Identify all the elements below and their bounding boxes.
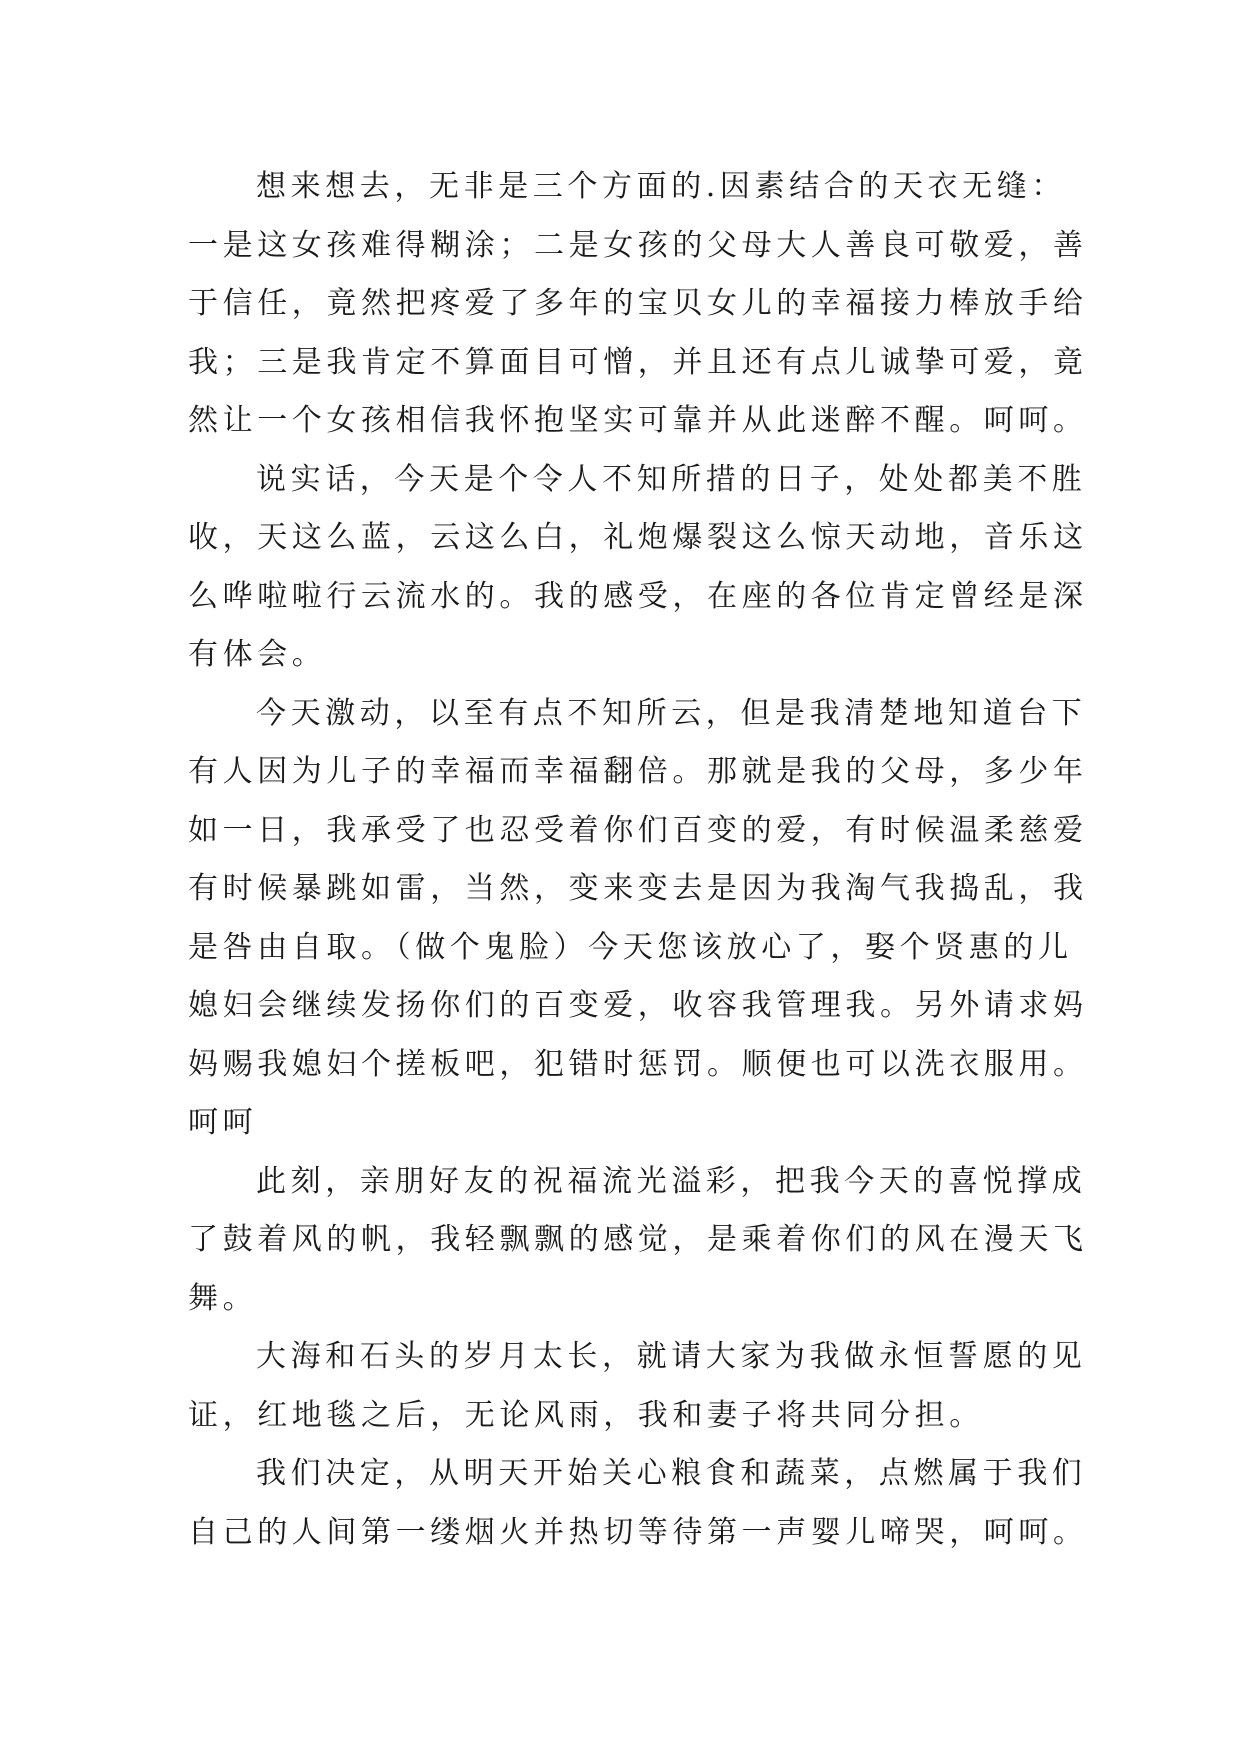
text-line: 想来想去，无非是三个方面的.因素结合的天衣无缝： [256,169,1066,204]
text-line: 于信任，竟然把疼爱了多年的宝贝女儿的幸福接力棒放手给 [188,286,1088,321]
text-line: 证，红地毯之后，无论风雨，我和妻子将共同分担。 [188,1397,984,1433]
text-line: 了鼓着风的帆，我轻飘飘的感觉，是乘着你们的风在漫天飞 [188,1222,1088,1257]
text-line: 妈赐我媳妇个搓板吧，犯错时惩罚。顺便也可以洗衣服用。 [188,1046,1088,1082]
text-line: 自己的人间第一缕烟火并热切等待第一声婴儿啼哭，呵呵。 [188,1514,1088,1550]
text-line: 舞。 [188,1280,258,1316]
text-line: 收，天这么蓝，云这么白，礼炮爆裂这么惊天动地，音乐这 [188,520,1088,555]
text-line: 媳妇会继续发扬你们的百变爱，收容我管理我。另外请求妈 [188,988,1088,1023]
text-line: 一是这女孩难得糊涂；二是女孩的父母大人善良可敬爱，善 [188,227,1088,263]
text-line: 是咎由自取。（做个鬼脸）今天您该放心了，娶个贤惠的儿 [188,929,1073,965]
text-line: 呵呵 [188,1105,258,1140]
text-line: 有体会。 [188,637,327,672]
text-line: 我们决定，从明天开始关心粮食和蔬菜，点燃属于我们 [256,1456,1087,1491]
text-line: 今天激动，以至有点不知所云，但是我清楚地知道台下 [256,695,1087,731]
text-line: 说实话，今天是个令人不知所措的日子，处处都美不胜 [256,461,1087,497]
text-line: 然让一个女孩相信我怀抱坚实可靠并从此迷醉不醒。呵呵。 [188,403,1088,438]
document-body [188,158,1088,1562]
text-line: 大海和石头的岁月太长，就请大家为我做永恒誓愿的见 [256,1339,1087,1374]
text-line: 我；三是我肯定不算面目可憎，并且还有点儿诚挚可爱，竟 [188,344,1088,380]
text-line: 么哗啦啦行云流水的。我的感受，在座的各位肯定曾经是深 [188,578,1088,614]
text-line: 此刻，亲朋好友的祝福流光溢彩，把我今天的喜悦撑成 [256,1163,1087,1199]
text-line: 如一日，我承受了也忍受着你们百变的爱，有时候温柔慈爱 [188,812,1088,848]
text-line: 有人因为儿子的幸福而幸福翻倍。那就是我的父母，多少年 [188,754,1088,789]
text-line: 有时候暴跳如雷，当然，变来变去是因为我淘气我捣乱，我 [188,871,1088,906]
